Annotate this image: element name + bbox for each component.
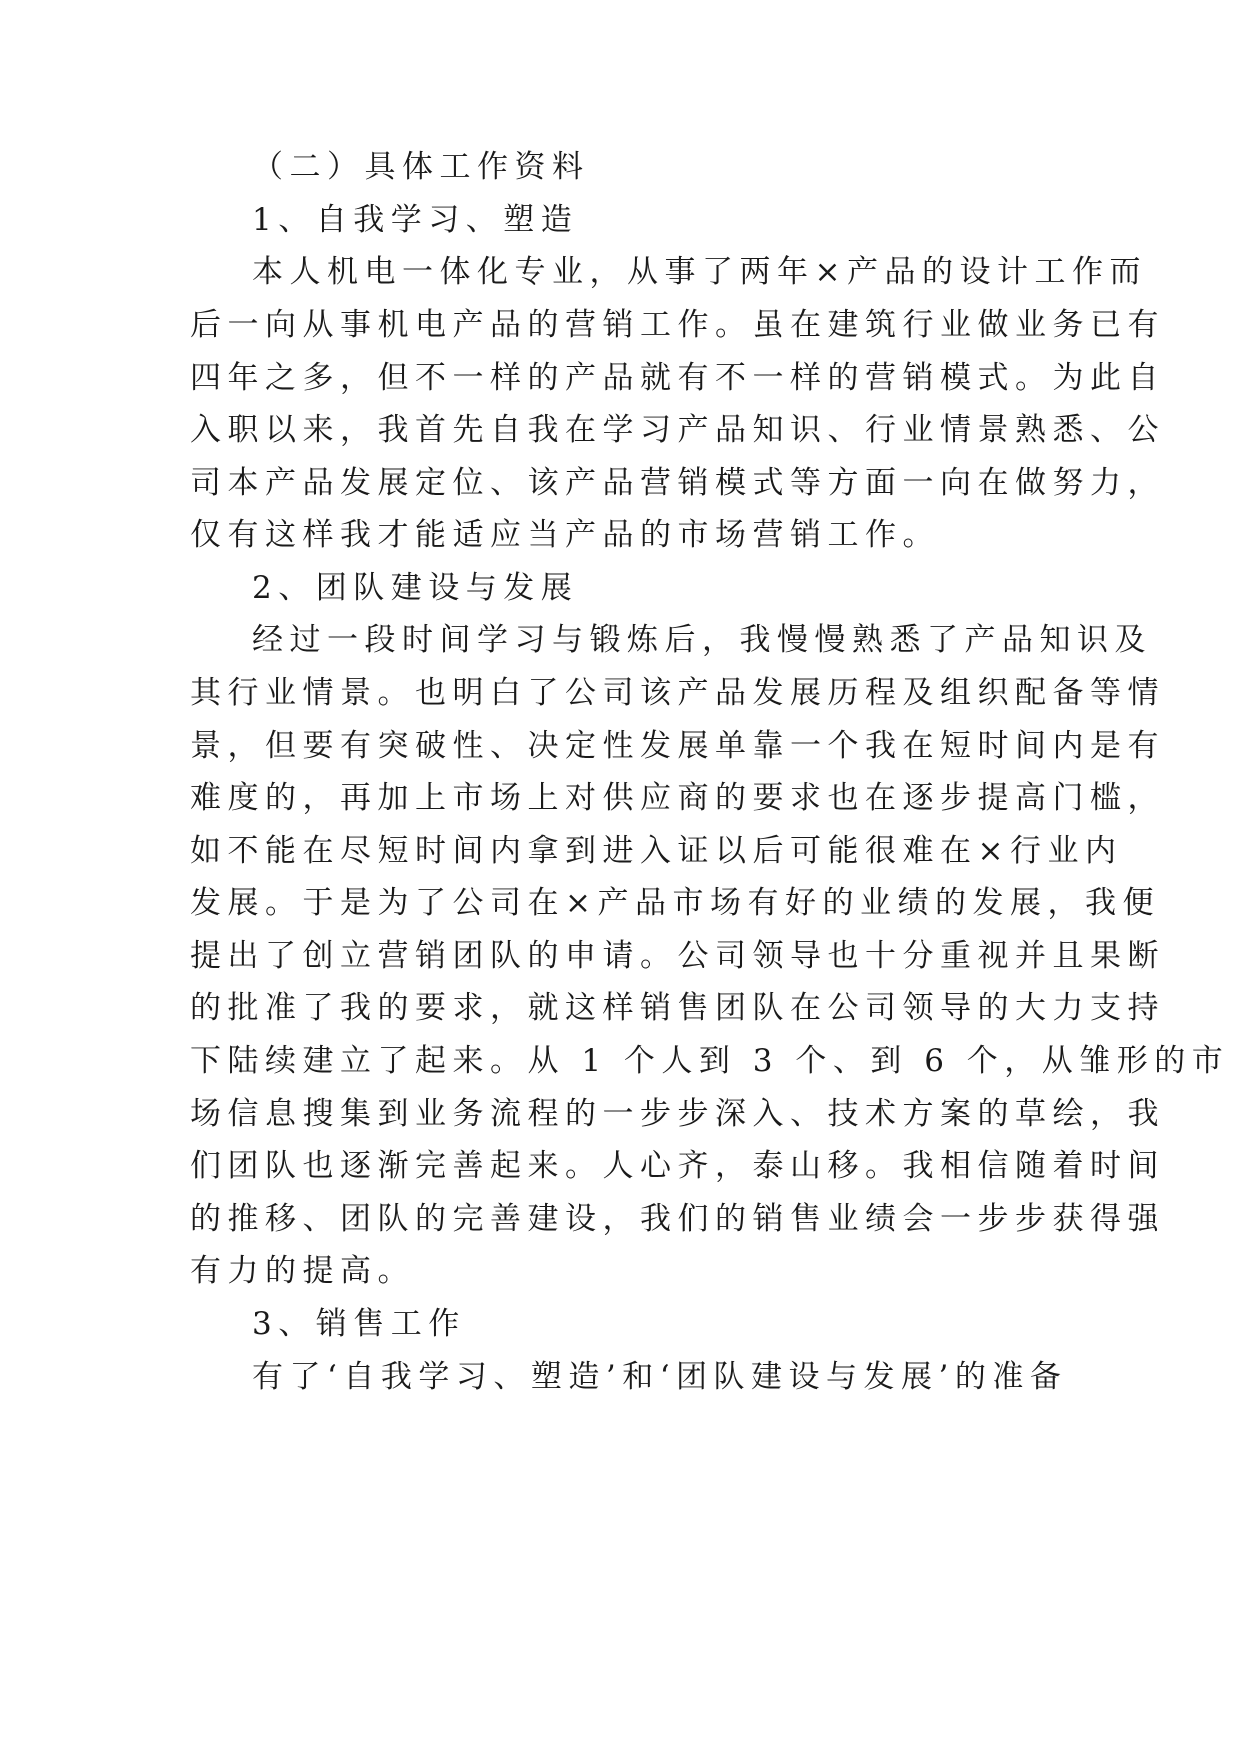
paragraph-line: 有力的提高。 — [190, 1253, 415, 1289]
paragraph-line: 四年之多，但不一样的产品就有不一样的营销模式。为此自 — [190, 360, 1165, 396]
paragraph-line: 本人机电一体化专业，从事了两年×产品的设计工作而 — [252, 254, 1147, 290]
paragraph-line: 难度的，再加上市场上对供应商的要求也在逐步提高门槛， — [190, 780, 1165, 816]
paragraph-line: 的推移、团队的完善建设，我们的销售业绩会一步步获得强 — [190, 1201, 1165, 1237]
paragraph-line: 仅有这样我才能适应当产品的市场营销工作。 — [190, 517, 940, 553]
subsection-title-1: 1、自我学习、塑造 — [252, 202, 579, 238]
paragraph-line: 的批准了我的要求，就这样销售团队在公司领导的大力支持 — [190, 990, 1165, 1026]
paragraph-line: 场信息搜集到业务流程的一步步深入、技术方案的草绘，我 — [190, 1096, 1165, 1132]
paragraph-line: 景，但要有突破性、决定性发展单靠一个我在短时间内是有 — [190, 728, 1165, 764]
subsection-title-3: 3、销售工作 — [252, 1306, 466, 1342]
paragraph-line: 有了‘自我学习、塑造’和‘团队建设与发展’的准备 — [252, 1359, 1068, 1395]
subsection-title-2: 2、团队建设与发展 — [252, 570, 579, 606]
paragraph-line: 下陆续建立了起来。从 1 个人到 3 个、到 6 个，从雏形的市 — [190, 1043, 1230, 1079]
paragraph-line: 其行业情景。也明白了公司该产品发展历程及组织配备等情 — [190, 675, 1165, 711]
paragraph-line: 经过一段时间学习与锻炼后，我慢慢熟悉了产品知识及 — [252, 622, 1152, 658]
paragraph-line: 们团队也逐渐完善起来。人心齐，泰山移。我相信随着时间 — [190, 1148, 1165, 1184]
section-heading: （二）具体工作资料 — [252, 149, 590, 185]
paragraph-line: 入职以来，我首先自我在学习产品知识、行业情景熟悉、公 — [190, 412, 1165, 448]
paragraph-line: 如不能在尽短时间内拿到进入证以后可能很难在×行业内 — [190, 833, 1123, 869]
paragraph-line: 后一向从事机电产品的营销工作。虽在建筑行业做业务已有 — [190, 307, 1165, 343]
paragraph-line: 司本产品发展定位、该产品营销模式等方面一向在做努力， — [190, 465, 1165, 501]
paragraph-line: 发展。于是为了公司在×产品市场有好的业绩的发展，我便 — [190, 885, 1160, 921]
paragraph-line: 提出了创立营销团队的申请。公司领导也十分重视并且果断 — [190, 938, 1165, 974]
